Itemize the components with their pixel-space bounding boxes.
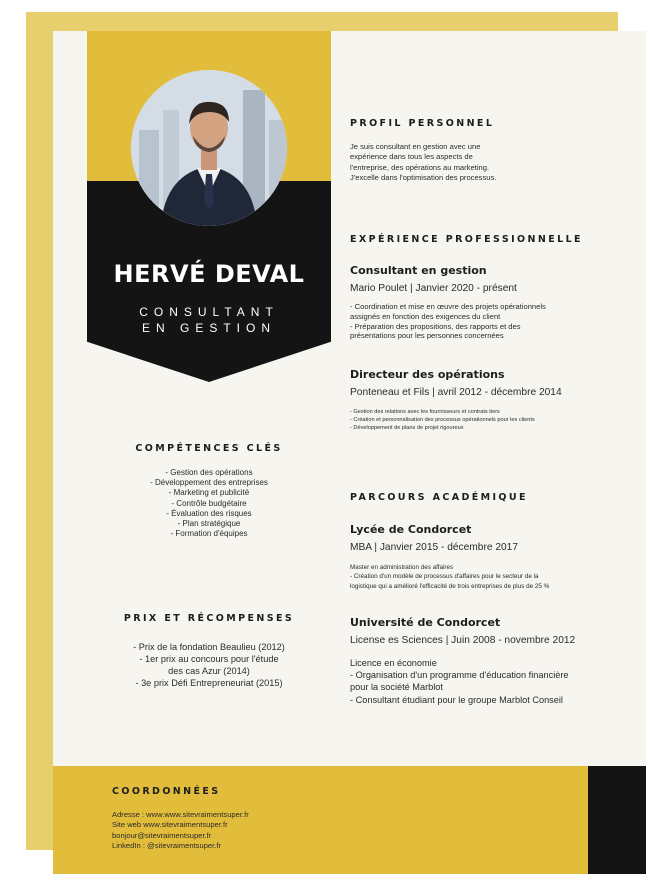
job-title-line: EN GESTION	[141, 321, 276, 335]
awards-list	[87, 641, 331, 689]
list-item: - Évaluation des risques	[166, 508, 252, 518]
skills-list	[87, 468, 331, 539]
list-item: - Plan stratégique	[177, 519, 241, 529]
experience-heading: EXPÉRIENCE PROFESSIONNELLE	[350, 234, 583, 245]
job-title	[87, 304, 331, 336]
list-item: - 1er prix au concours pour l'étude	[139, 654, 279, 664]
list-item: - Création d'un modèle de processus d'affaires pour le secteur de la	[350, 573, 539, 581]
school-title: Lycée de Condorcet	[350, 523, 472, 536]
list-item: des cas Azur (2014)	[168, 666, 250, 676]
job-title-line: CONSULTANT	[139, 305, 279, 319]
footer-dark-block	[588, 766, 646, 874]
contact-website: Site web www.sitevraimentsuper.fr	[112, 820, 228, 830]
school-subtitle: MBA | Janvier 2015 - décembre 2017	[350, 542, 519, 553]
school-title: Université de Condorcet	[350, 616, 501, 629]
list-item: - Prix de la fondation Beaulieu (2012)	[133, 642, 285, 652]
list-item: - Formation d'équipes	[170, 529, 248, 539]
list-item: Licence en économie	[350, 658, 437, 668]
list-item: - Organisation d'un programme d'éducation financière	[350, 670, 569, 681]
skills-heading: COMPÉTENCES CLÉS	[135, 443, 283, 454]
job-subtitle: Ponteneau et Fils | avril 2012 - décembre 2014	[350, 387, 562, 398]
profile-text	[350, 142, 550, 184]
school-subtitle: License es Sciences | Juin 2008 - novembre 2012	[350, 635, 576, 646]
person-name: HERVÉ DEVAL	[113, 260, 305, 288]
job-subtitle: Mario Poulet | Janvier 2020 - présent	[350, 283, 517, 294]
contact-heading: COORDONNÉES	[112, 786, 221, 797]
person-photo-icon	[131, 70, 287, 226]
list-item: - Gestion des opérations	[165, 468, 253, 477]
list-item: - 3e prix Défi Entrepreneuriat (2015)	[135, 678, 283, 688]
list-item: - Création et personnalisation des processus opérationnels pour les clients	[350, 416, 535, 423]
awards-heading: PRIX ET RÉCOMPENSES	[123, 613, 295, 624]
contact-address: Adresse : www.www.sitevraimentsuper.fr	[112, 810, 249, 819]
profile-line: expérience dans tous les aspects de	[350, 152, 473, 162]
profile-line: l'entreprise, des opérations au marketing.	[350, 162, 490, 172]
job-bullets	[350, 302, 620, 341]
list-item: - Gestion des relations avec les fournisseurs et contrats tiers	[350, 409, 500, 415]
profile-heading: PROFIL PERSONNEL	[350, 118, 495, 129]
profile-line: Je suis consultant en gestion avec une	[350, 142, 481, 151]
list-item: Master en administration des affaires	[350, 564, 454, 571]
job-bullets	[350, 409, 620, 432]
list-item: pour la société Marblot	[350, 682, 443, 693]
list-item: - Développement de plans de projet rigoureux	[350, 424, 464, 431]
school-bullets	[350, 657, 620, 706]
job-title-heading: Consultant en gestion	[350, 264, 487, 277]
list-item: présentations pour les personnes concernées	[350, 331, 504, 341]
list-item: assignés en fonction des exigences du client	[350, 311, 501, 321]
list-item: - Consultant étudiant pour le groupe Marblot Conseil	[350, 694, 563, 705]
contact-list	[112, 810, 249, 852]
job-title-heading: Directeur des opérations	[350, 368, 505, 381]
education-heading: PARCOURS ACADÉMIQUE	[350, 492, 528, 503]
profile-line: J'excelle dans l'optimisation des processus.	[350, 173, 497, 183]
school-bullets	[350, 563, 620, 591]
list-item: - Marketing et publicité	[168, 488, 250, 498]
list-item: - Préparation des propositions, des rapports et des	[350, 321, 521, 331]
list-item: - Contrôle budgétaire	[171, 498, 247, 508]
profile-photo	[131, 70, 287, 226]
contact-email: bonjour@sitevraimentsuper.fr	[112, 830, 212, 840]
list-item: - Développement des entreprises	[150, 478, 268, 488]
contact-linkedin: LinkedIn : @sitevraimentsuper.fr	[112, 841, 222, 851]
list-item: - Coordination et mise en œuvre des projets opérationnels	[350, 302, 546, 311]
list-item: logistique qui a amélioré l'efficacité de trois entreprises de plus de 25 %	[350, 582, 550, 590]
